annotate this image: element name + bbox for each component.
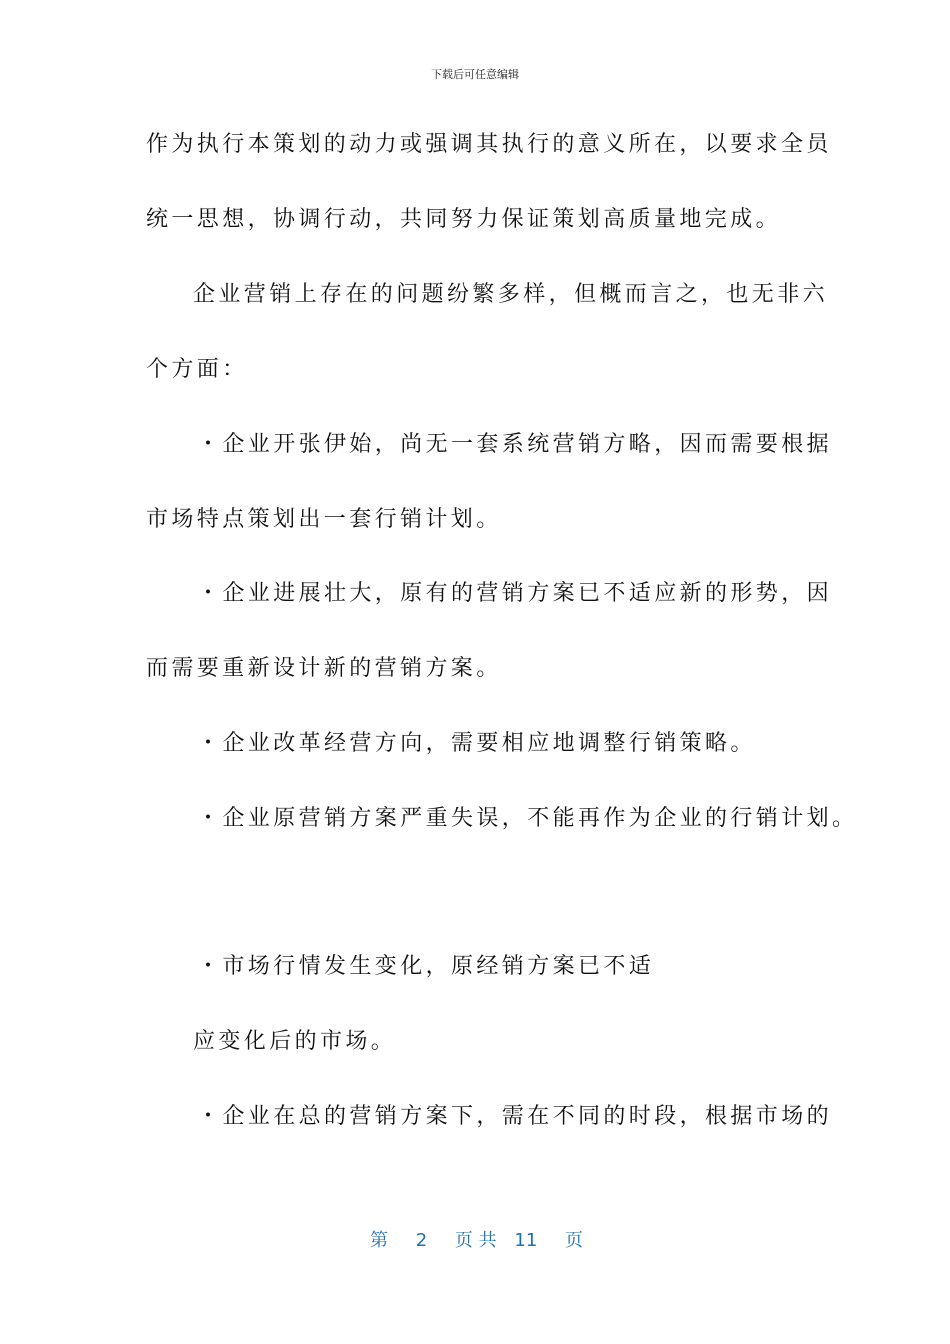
paragraph-line: 应变化后的市场。 xyxy=(193,1029,397,1054)
page-footer xyxy=(370,1226,583,1252)
bullet-item: ・企业进展壮大，原有的营销方案已不适应新的形势，因 xyxy=(197,581,833,606)
paragraph-line: 个方面： xyxy=(146,357,248,382)
footer-suffix: 页 xyxy=(565,1230,584,1251)
bullet-item: ・企业原营销方案严重失误，不能再作为企业的行销计划。 xyxy=(197,806,858,831)
bullet-item: ・市场行情发生变化，原经销方案已不适 xyxy=(197,954,655,979)
paragraph-line: 市场特点策划出一套行销计划。 xyxy=(146,507,502,532)
bullet-item: ・企业改革经营方向，需要相应地调整行销策略。 xyxy=(197,731,756,756)
page-header: 下载后可任意编辑 xyxy=(431,68,519,81)
bullet-item: ・企业开张伊始，尚无一套系统营销方略，因而需要根据 xyxy=(197,432,833,457)
footer-mid: 页 共 xyxy=(454,1230,497,1251)
bullet-item: ・企业在总的营销方案下，需在不同的时段，根据市场的 xyxy=(197,1104,833,1129)
paragraph-line: 而需要重新设计新的营销方案。 xyxy=(146,656,502,681)
paragraph-line: 企业营销上存在的问题纷繁多样，但概而言之，也无非六 xyxy=(193,282,829,307)
footer-prefix: 第 xyxy=(370,1230,388,1251)
paragraph-line: 作为执行本策划的动力或强调其执行的意义所在，以要求全员 xyxy=(146,132,832,157)
total-page-count: 11 xyxy=(514,1230,538,1251)
current-page-number: 2 xyxy=(415,1230,428,1251)
paragraph-line: 统一思想，协调行动，共同努力保证策划高质量地完成。 xyxy=(146,207,782,232)
